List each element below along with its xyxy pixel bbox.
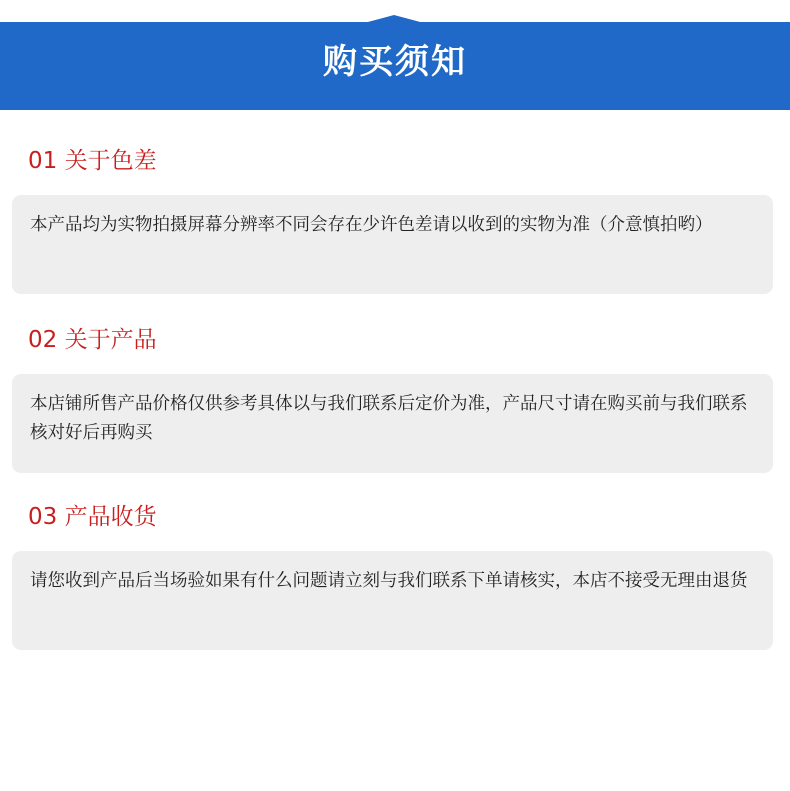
section-box-product <box>12 374 773 473</box>
section-box-color-difference <box>12 195 773 294</box>
section-text-color-difference: 本产品均为实物拍摄屏幕分辨率不同会存在少许色差请以收到的实物为准（介意慎拍哟） <box>30 215 713 235</box>
section-text-product: 本店铺所售产品价格仅供参考具体以与我们联系后定价为准，产品尺寸请在购买前与我们联系核对好后再购买 <box>30 394 748 443</box>
section-heading-receipt: 03 产品收货 <box>28 504 157 530</box>
section-heading-product: 02 关于产品 <box>28 327 157 353</box>
section-box-receipt <box>12 551 773 650</box>
page-title: 购买须知 <box>323 42 467 82</box>
section-text-receipt: 请您收到产品后当场验如果有什么问题请立刻与我们联系下单请核实，本店不接受无理由退货 <box>30 571 748 591</box>
section-heading-color-difference: 01 关于色差 <box>28 148 157 174</box>
